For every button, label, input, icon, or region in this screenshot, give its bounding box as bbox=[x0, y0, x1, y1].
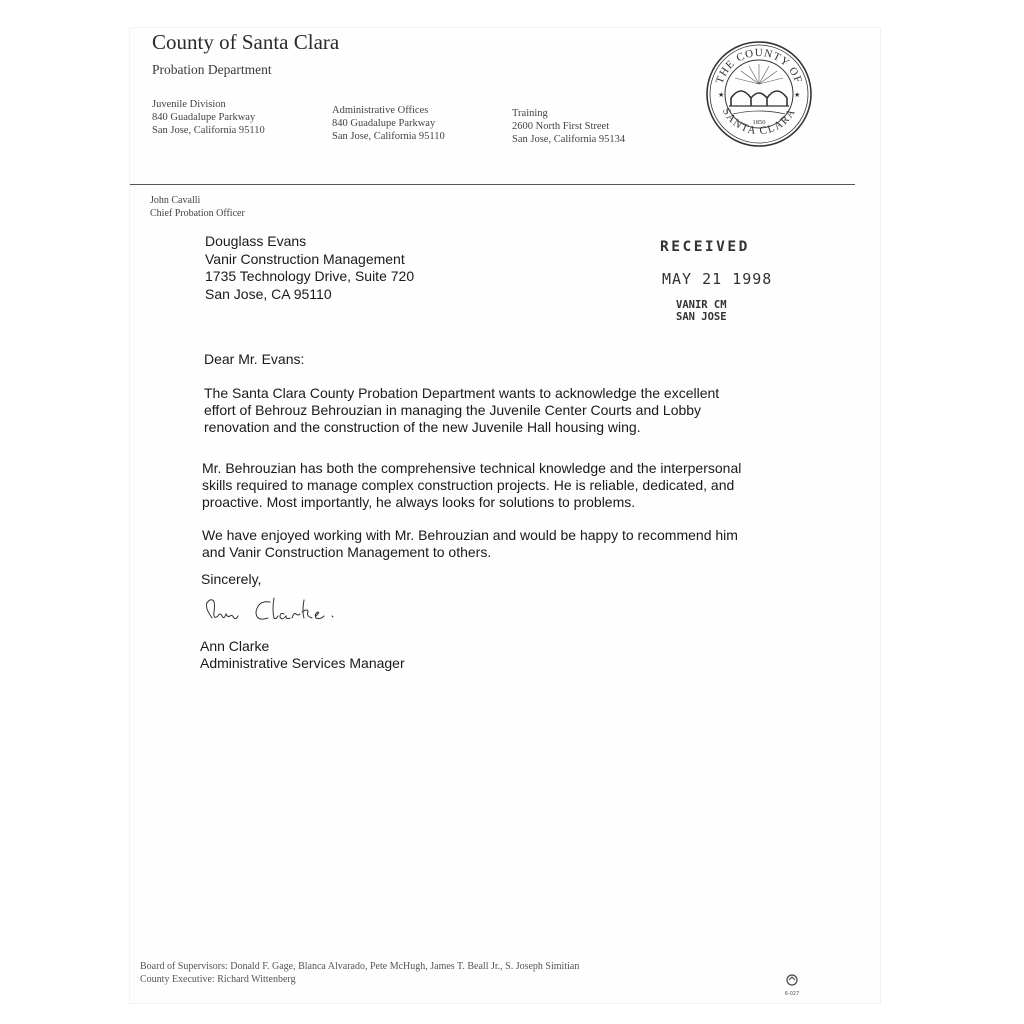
svg-text:THE COUNTY OF: THE COUNTY OF bbox=[713, 46, 805, 86]
office-street: 840 Guadalupe Parkway bbox=[152, 112, 256, 123]
svg-text:★: ★ bbox=[794, 91, 801, 99]
office-juvenile-division bbox=[152, 98, 265, 137]
office-administrative bbox=[332, 104, 445, 143]
footer-board-line: Board of Supervisors: Donald F. Gage, Blanca Alvarado, Pete McHugh, James T. Beall Jr., S. Joseph Simitian bbox=[140, 961, 580, 972]
office-name: Training bbox=[512, 108, 548, 119]
county-seal-logo bbox=[705, 40, 813, 148]
office-street: 2600 North First Street bbox=[512, 121, 610, 132]
body-line: The Santa Clara County Probation Department wants to acknowledge the excellent bbox=[204, 385, 720, 401]
closing: Sincerely, bbox=[201, 571, 262, 587]
footer-board bbox=[140, 960, 579, 986]
svg-text:★: ★ bbox=[718, 91, 725, 99]
body-line: effort of Behrouz Behrouzian in managing the Juvenile Center Courts and Lobby bbox=[204, 402, 702, 418]
received-stamp-office bbox=[676, 299, 727, 323]
org-department: Probation Department bbox=[152, 62, 272, 77]
office-name: Juvenile Division bbox=[152, 99, 226, 110]
office-city: San Jose, California 95110 bbox=[152, 125, 265, 136]
officer-title: Chief Probation Officer bbox=[150, 208, 245, 219]
seal-year: 1850 bbox=[752, 119, 766, 126]
body-line: skills required to manage complex construction projects. He is reliable, dedicated, and bbox=[202, 477, 735, 493]
signer-block bbox=[200, 638, 405, 672]
body-line: Mr. Behrouzian has both the comprehensive technical knowledge and the interpersonal bbox=[202, 460, 742, 476]
received-stamp-label: RECEIVED bbox=[660, 239, 750, 255]
recipient-street: 1735 Technology Drive, Suite 720 bbox=[205, 268, 415, 284]
body-line: We have enjoyed working with Mr. Behrouzian and would be happy to recommend him bbox=[202, 527, 738, 543]
chief-officer-block bbox=[150, 194, 245, 220]
org-title: County of Santa Clara bbox=[152, 30, 340, 54]
form-code: 6-027 bbox=[785, 991, 799, 997]
office-training bbox=[512, 107, 625, 146]
paragraph-2 bbox=[202, 460, 741, 511]
signer-name: Ann Clarke bbox=[200, 638, 270, 654]
letter-page bbox=[130, 28, 880, 1003]
body-line: proactive. Most importantly, he always looks for solutions to problems. bbox=[202, 494, 636, 510]
received-stamp-date: MAY 21 1998 bbox=[662, 270, 773, 288]
recipient-city: San Jose, CA 95110 bbox=[205, 285, 332, 302]
office-city: San Jose, California 95134 bbox=[512, 134, 626, 145]
paragraph-3 bbox=[202, 527, 738, 561]
recipient-address bbox=[205, 233, 414, 303]
body-line: and Vanir Construction Management to others. bbox=[202, 544, 492, 560]
recipient-company: Vanir Construction Management bbox=[205, 250, 405, 267]
stamp-office-line: VANIR CM bbox=[676, 299, 727, 311]
handwritten-signature bbox=[198, 594, 358, 630]
footer-executive-line: County Executive: Richard Wittenberg bbox=[140, 974, 296, 985]
recipient-name: Douglass Evans bbox=[205, 233, 307, 249]
svg-text:SANTA CLARA: SANTA CLARA bbox=[719, 105, 799, 138]
recycle-icon bbox=[785, 973, 799, 999]
officer-name: John Cavalli bbox=[150, 195, 201, 206]
letterhead-divider bbox=[130, 184, 855, 185]
body-line: renovation and the construction of the new Juvenile Hall housing wing. bbox=[204, 419, 641, 435]
signer-title: Administrative Services Manager bbox=[200, 655, 405, 671]
stamp-office-line: SAN JOSE bbox=[676, 311, 727, 323]
office-street: 840 Guadalupe Parkway bbox=[332, 118, 436, 129]
paragraph-1 bbox=[204, 385, 719, 436]
office-city: San Jose, California 95110 bbox=[332, 131, 445, 142]
office-name: Administrative Offices bbox=[332, 105, 429, 116]
salutation: Dear Mr. Evans: bbox=[204, 351, 305, 367]
